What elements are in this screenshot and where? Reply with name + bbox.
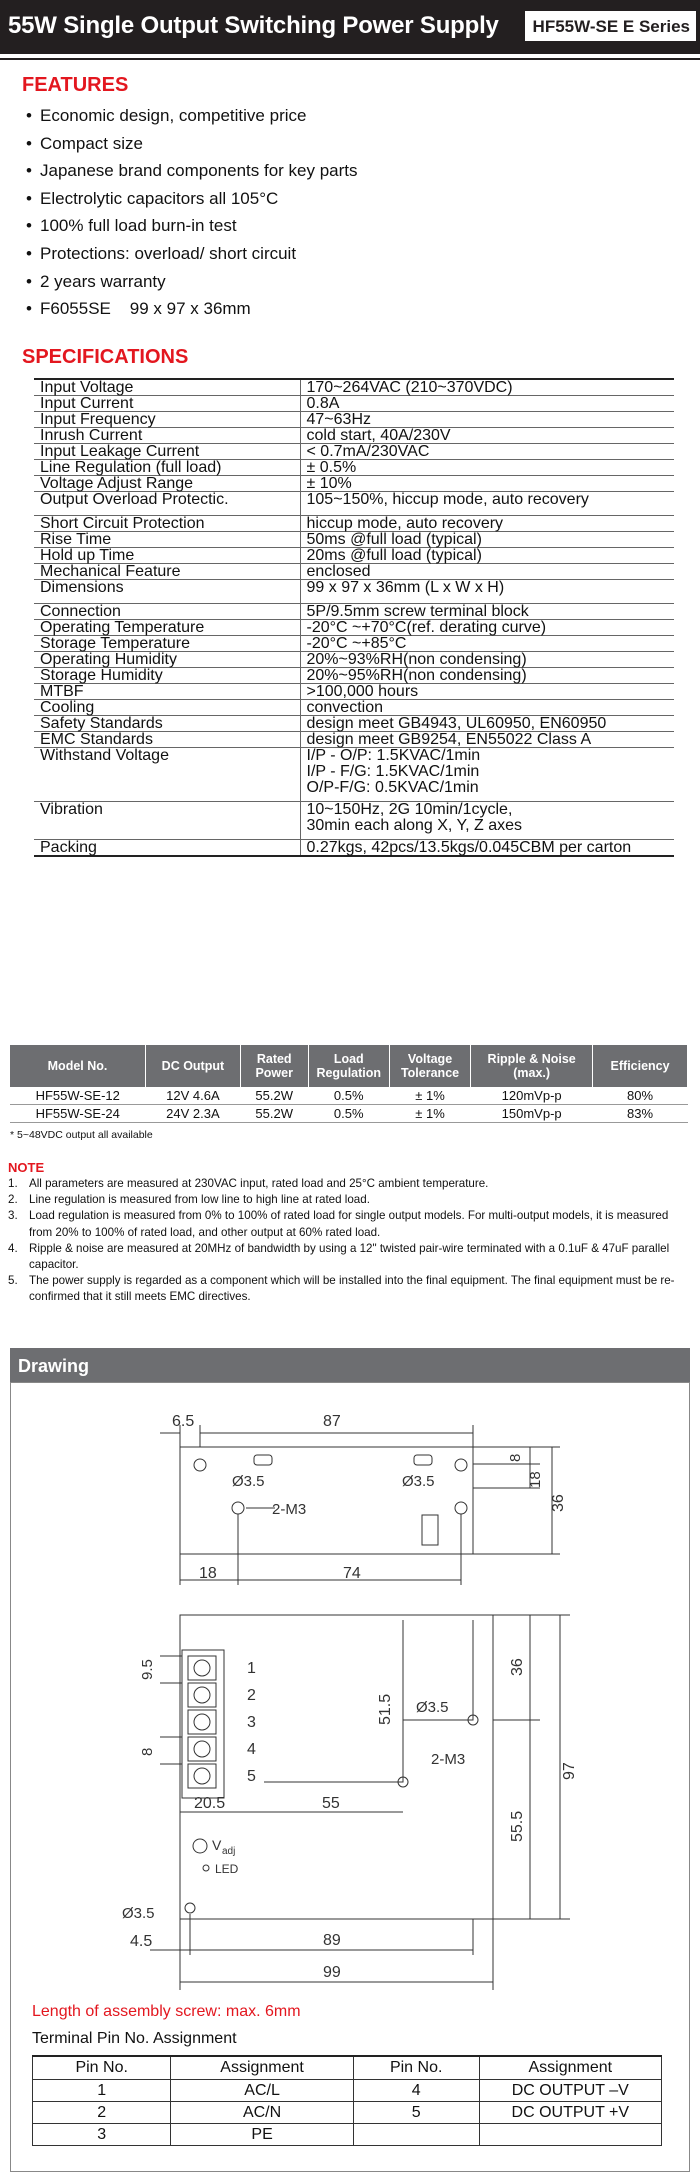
table-row: 2 AC/N 5 DC OUTPUT +V — [33, 2102, 662, 2124]
spec-value: design meet GB4943, UL60950, EN60950 — [300, 716, 674, 732]
spec-value: I/P - O/P: 1.5KVAC/1min I/P - F/G: 1.5KVAC/1min O/P-F/G: 0.5KVAC/1min — [300, 748, 674, 802]
note-item: 4. Ripple & noise are measured at 20MHz of bandwidth by using a 12" twisted pair-wire terminated with a 0.1uF & 47uF parallel capacitor. — [8, 1241, 670, 1272]
table-cell: 120mVp-p — [471, 1087, 593, 1105]
led-indicator — [203, 1865, 209, 1871]
model-col-header: Rated Power — [240, 1045, 308, 1087]
spec-value: -20°C ~+70°C(ref. derating curve) — [300, 620, 674, 636]
spec-param: Hold up Time — [34, 548, 300, 564]
model-col-header: Load Regulation — [308, 1045, 389, 1087]
spec-param: Connection — [34, 604, 300, 620]
mount-hole — [455, 1502, 467, 1514]
spec-value: < 0.7mA/230VAC — [300, 444, 674, 460]
spec-param: Voltage Adjust Range — [34, 476, 300, 492]
note-item: 1. All parameters are measured at 230VAC input, rated load and 25°C ambient temperature. — [8, 1177, 489, 1190]
table-cell: 150mVp-p — [471, 1105, 593, 1123]
hole-label: Ø3.5 — [402, 1473, 435, 1490]
feature-item: • Economic design, competitive price — [26, 102, 358, 130]
dim-99: 99 — [323, 1964, 341, 1981]
spec-value: >100,000 hours — [300, 684, 674, 700]
dim-18-right: 18 — [527, 1471, 544, 1488]
dim-55: 55 — [322, 1795, 340, 1812]
model-col-header: Efficiency — [593, 1045, 688, 1087]
dim-18: 18 — [199, 1565, 217, 1582]
spec-value: 0.27kgs, 42pcs/13.5kgs/0.045CBM per carton — [300, 840, 674, 857]
top-view-outline — [180, 1447, 473, 1554]
spec-param: Input Frequency — [34, 412, 300, 428]
pin-col-header: Assignment — [479, 2056, 661, 2080]
model-footnote: * 5~48VDC output all available — [10, 1129, 153, 1141]
spec-param: Input Voltage — [34, 379, 300, 396]
table-cell: 55.2W — [240, 1105, 308, 1123]
screw-length-note: Length of assembly screw: max. 6mm — [32, 2003, 301, 2020]
spec-param: Storage Humidity — [34, 668, 300, 684]
table-cell: HF55W-SE-12 — [10, 1087, 146, 1105]
table-cell: 24V 2.3A — [146, 1105, 241, 1123]
dim-4-5: 4.5 — [130, 1933, 153, 1950]
dim-6-5: 6.5 — [172, 1413, 195, 1430]
spec-value: convection — [300, 700, 674, 716]
dim-55-5: 55.5 — [509, 1810, 526, 1842]
spec-value: ± 10% — [300, 476, 674, 492]
dim-51-5: 51.5 — [377, 1693, 394, 1725]
dim-20-5: 20.5 — [194, 1795, 226, 1812]
spec-param: Mechanical Feature — [34, 564, 300, 580]
hole-label: Ø3.5 — [416, 1699, 449, 1716]
dim-8: 8 — [507, 1453, 524, 1462]
spec-param: MTBF — [34, 684, 300, 700]
table-cell: ± 1% — [389, 1105, 470, 1123]
note-item: 3. Load regulation is measured from 0% to 100% of rated load for single output models. For multi-output models, it is measured from 20% to 100% of rated load, and other output at 60% rated load. — [8, 1209, 669, 1239]
spec-param: Withstand Voltage — [34, 748, 300, 802]
terminal-number: 1 — [247, 1660, 256, 1677]
spec-param: Inrush Current — [34, 428, 300, 444]
features-heading: FEATURES — [22, 74, 129, 96]
terminal-number: 5 — [247, 1768, 256, 1785]
pin-col-header: Pin No. — [33, 2056, 171, 2080]
series-badge: HF55W-SE E Series — [521, 11, 696, 41]
spec-value: cold start, 40A/230V — [300, 428, 674, 444]
vadj-label: V — [212, 1837, 222, 1853]
hole-label: Ø3.5 — [122, 1905, 155, 1922]
specifications-heading: SPECIFICATIONS — [22, 346, 189, 368]
spec-value: design meet GB9254, EN55022 Class A — [300, 732, 674, 748]
spec-value: 105~150%, hiccup mode, auto recovery — [300, 492, 674, 516]
model-col-header: Ripple & Noise (max.) — [471, 1045, 593, 1087]
spec-param: Short Circuit Protection — [34, 516, 300, 532]
mount-hole — [455, 1459, 467, 1471]
spec-value: 20ms @full load (typical) — [300, 548, 674, 564]
pin-col-header: Assignment — [171, 2056, 353, 2080]
table-cell: 0.5% — [308, 1105, 389, 1123]
model-col-header: DC Output — [146, 1045, 241, 1087]
model-col-header: Voltage Tolerance — [389, 1045, 470, 1087]
dim-36: 36 — [550, 1494, 567, 1512]
pin-assignment-title: Terminal Pin No. Assignment — [32, 2030, 237, 2047]
spec-param: Input Current — [34, 396, 300, 412]
led-label: LED — [215, 1862, 239, 1876]
spec-value: 20%~95%RH(non condensing) — [300, 668, 674, 684]
spec-value: -20°C ~+85°C — [300, 636, 674, 652]
table-cell: HF55W-SE-24 — [10, 1105, 146, 1123]
spec-param: Packing — [34, 840, 300, 857]
table-cell: 83% — [593, 1105, 688, 1123]
vadj-subscript: adj — [222, 1846, 236, 1857]
note-item: 2. Line regulation is measured from low line to high line at rated load. — [8, 1193, 370, 1207]
dim-74: 74 — [343, 1565, 361, 1582]
spec-param: Operating Temperature — [34, 620, 300, 636]
spec-value: 10~150Hz, 2G 10min/1cycle, 30min each along X, Y, Z axes — [300, 802, 674, 840]
table-cell: ± 1% — [389, 1087, 470, 1105]
spec-param: Cooling — [34, 700, 300, 716]
spec-param: EMC Standards — [34, 732, 300, 748]
dim-97: 97 — [561, 1762, 578, 1780]
table-cell: 12V 4.6A — [146, 1087, 241, 1105]
note-heading: NOTE — [8, 1160, 45, 1175]
drawing-heading: Drawing — [10, 1348, 690, 1382]
feature-item: • 100% full load burn-in test — [26, 212, 358, 240]
spec-value: 99 x 97 x 36mm (L x W x H) — [300, 580, 674, 604]
table-cell: 0.5% — [308, 1087, 389, 1105]
spec-value: enclosed — [300, 564, 674, 580]
spec-param: Output Overload Protectic. — [34, 492, 300, 516]
terminal-number: 2 — [247, 1687, 256, 1704]
table-cell: 80% — [593, 1087, 688, 1105]
pin-assignment-table — [32, 2055, 662, 2146]
spec-value: 5P/9.5mm screw terminal block — [300, 604, 674, 620]
hole-label: Ø3.5 — [232, 1473, 265, 1490]
spec-value: ± 0.5% — [300, 460, 674, 476]
spec-param: Safety Standards — [34, 716, 300, 732]
model-col-header: Model No. — [10, 1045, 146, 1087]
spec-param: Vibration — [34, 802, 300, 840]
thread-label: 2-M3 — [272, 1501, 307, 1518]
dim-89: 89 — [323, 1932, 341, 1949]
dim-9-5: 9.5 — [139, 1659, 156, 1680]
vadj-potentiometer — [193, 1839, 207, 1853]
feature-item: • Japanese brand components for key parts — [26, 157, 358, 185]
spec-value: 170~264VAC (210~370VDC) — [300, 379, 674, 396]
spec-param: Storage Temperature — [34, 636, 300, 652]
spec-param: Dimensions — [34, 580, 300, 604]
terminal-number: 4 — [247, 1741, 256, 1758]
mount-hole — [232, 1502, 244, 1514]
feature-item: • Protections: overload/ short circuit — [26, 240, 358, 268]
spec-param: Line Regulation (full load) — [34, 460, 300, 476]
spec-value: 50ms @full load (typical) — [300, 532, 674, 548]
feature-item: • F6055SE 99 x 97 x 36mm — [26, 295, 358, 323]
dim-87: 87 — [323, 1413, 341, 1430]
table-row: 3 PE — [33, 2124, 662, 2146]
table-cell: 55.2W — [240, 1087, 308, 1105]
dim-8-b: 8 — [139, 1747, 156, 1756]
spec-param: Rise Time — [34, 532, 300, 548]
feature-item: • Compact size — [26, 130, 358, 158]
thread-label: 2-M3 — [431, 1751, 466, 1768]
terminal-number: 3 — [247, 1714, 256, 1731]
feature-item: • Electrolytic capacitors all 105°C — [26, 185, 358, 213]
table-row: 1 AC/L 4 DC OUTPUT –V — [33, 2080, 662, 2102]
mount-hole — [194, 1459, 206, 1471]
spec-param: Input Leakage Current — [34, 444, 300, 460]
pin-col-header: Pin No. — [353, 2056, 479, 2080]
spec-value: 0.8A — [300, 396, 674, 412]
spec-value: 47~63Hz — [300, 412, 674, 428]
spec-value: hiccup mode, auto recovery — [300, 516, 674, 532]
spec-param: Operating Humidity — [34, 652, 300, 668]
dim-36-b: 36 — [509, 1658, 526, 1676]
spec-value: 20%~93%RH(non condensing) — [300, 652, 674, 668]
feature-item: • 2 years warranty — [26, 268, 358, 296]
note-item: 5. The power supply is regarded as a component which will be installed into the final equipment. The final equipment must be re-confirmed that it still meets EMC directives. — [8, 1274, 675, 1304]
page-title: 55W Single Output Switching Power Supply — [8, 12, 499, 39]
